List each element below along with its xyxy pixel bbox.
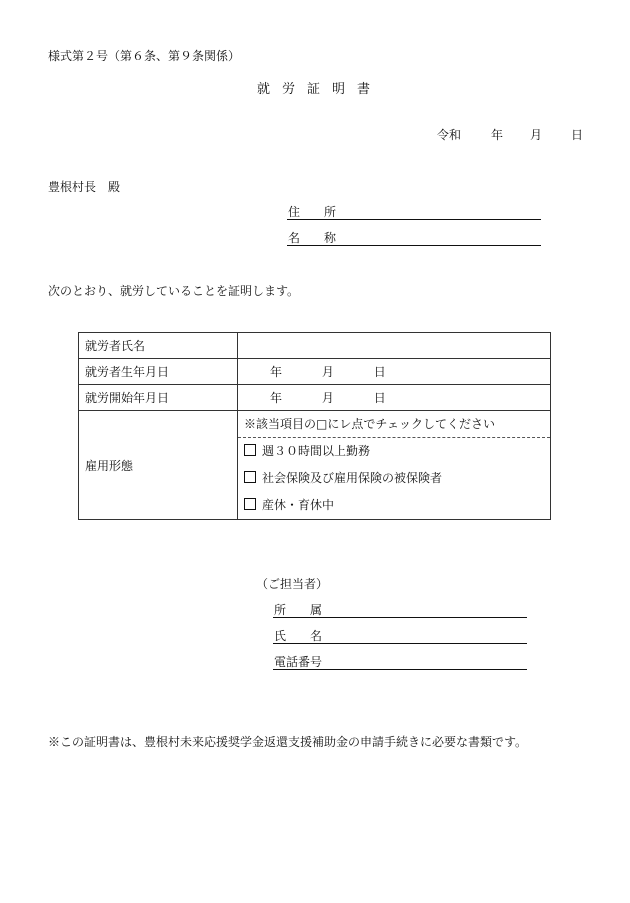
contact-dept-line[interactable] <box>273 617 527 618</box>
start-month: 月 <box>321 391 334 405</box>
date-era: 令和 <box>437 128 462 142</box>
table-row <box>79 411 551 520</box>
checkbox[interactable] <box>244 498 256 510</box>
option-label: 週３０時間以上勤務 <box>262 443 371 458</box>
date-day: 日 <box>571 128 584 142</box>
issuer-address-line[interactable] <box>287 219 541 220</box>
option-leave[interactable] <box>244 492 544 519</box>
contact-person-label: 氏 名 <box>274 629 323 643</box>
worker-name-field[interactable] <box>238 333 551 359</box>
date-month: 月 <box>530 128 543 142</box>
employment-note: ※該当項目の□にレ点でチェックしてください <box>238 412 550 438</box>
issuer-address-label: 住 所 <box>288 205 337 219</box>
employment-type-cell <box>238 411 551 520</box>
contact-phone-line[interactable] <box>273 669 527 670</box>
employment-type-label: 雇用形態 <box>79 411 238 520</box>
contact-person-line[interactable] <box>273 643 527 644</box>
footer-note: ※この証明書は、豊根村未来応援奨学金返還支援補助金の申請手続きに必要な書類です。 <box>48 735 528 749</box>
contact-phone-label: 電話番号 <box>274 655 323 669</box>
birth-day: 日 <box>373 365 386 379</box>
addressee: 豊根村長 殿 <box>48 180 121 194</box>
option-label: 社会保険及び雇用保険の被保険者 <box>262 470 443 485</box>
certification-statement: 次のとおり、就労していることを証明します。 <box>48 284 300 298</box>
start-year: 年 <box>270 391 283 405</box>
date-year: 年 <box>491 128 504 142</box>
worker-name-label: 就労者氏名 <box>79 333 238 359</box>
table-row <box>79 385 551 411</box>
birth-date-label: 就労者生年月日 <box>79 359 238 385</box>
start-date-field[interactable] <box>238 385 551 411</box>
checkbox[interactable] <box>244 471 256 483</box>
issuer-name-label: 名 称 <box>288 231 337 245</box>
birth-month: 月 <box>321 365 334 379</box>
employment-table <box>78 332 551 520</box>
start-date-label: 就労開始年月日 <box>79 385 238 411</box>
birth-date-field[interactable] <box>238 359 551 385</box>
option-insurance[interactable] <box>244 465 544 492</box>
issuer-name-line[interactable] <box>287 245 541 246</box>
contact-heading: （ご担当者） <box>256 577 329 591</box>
form-number: 様式第２号（第６条、第９条関係） <box>48 49 241 63</box>
option-label: 産休・育休中 <box>262 497 335 512</box>
birth-year: 年 <box>270 365 283 379</box>
table-row <box>79 333 551 359</box>
table-row <box>79 359 551 385</box>
document-title: 就労証明書 <box>257 82 383 97</box>
checkbox[interactable] <box>244 444 256 456</box>
start-day: 日 <box>373 391 386 405</box>
contact-dept-label: 所 属 <box>274 603 323 617</box>
option-hours[interactable] <box>244 438 544 465</box>
